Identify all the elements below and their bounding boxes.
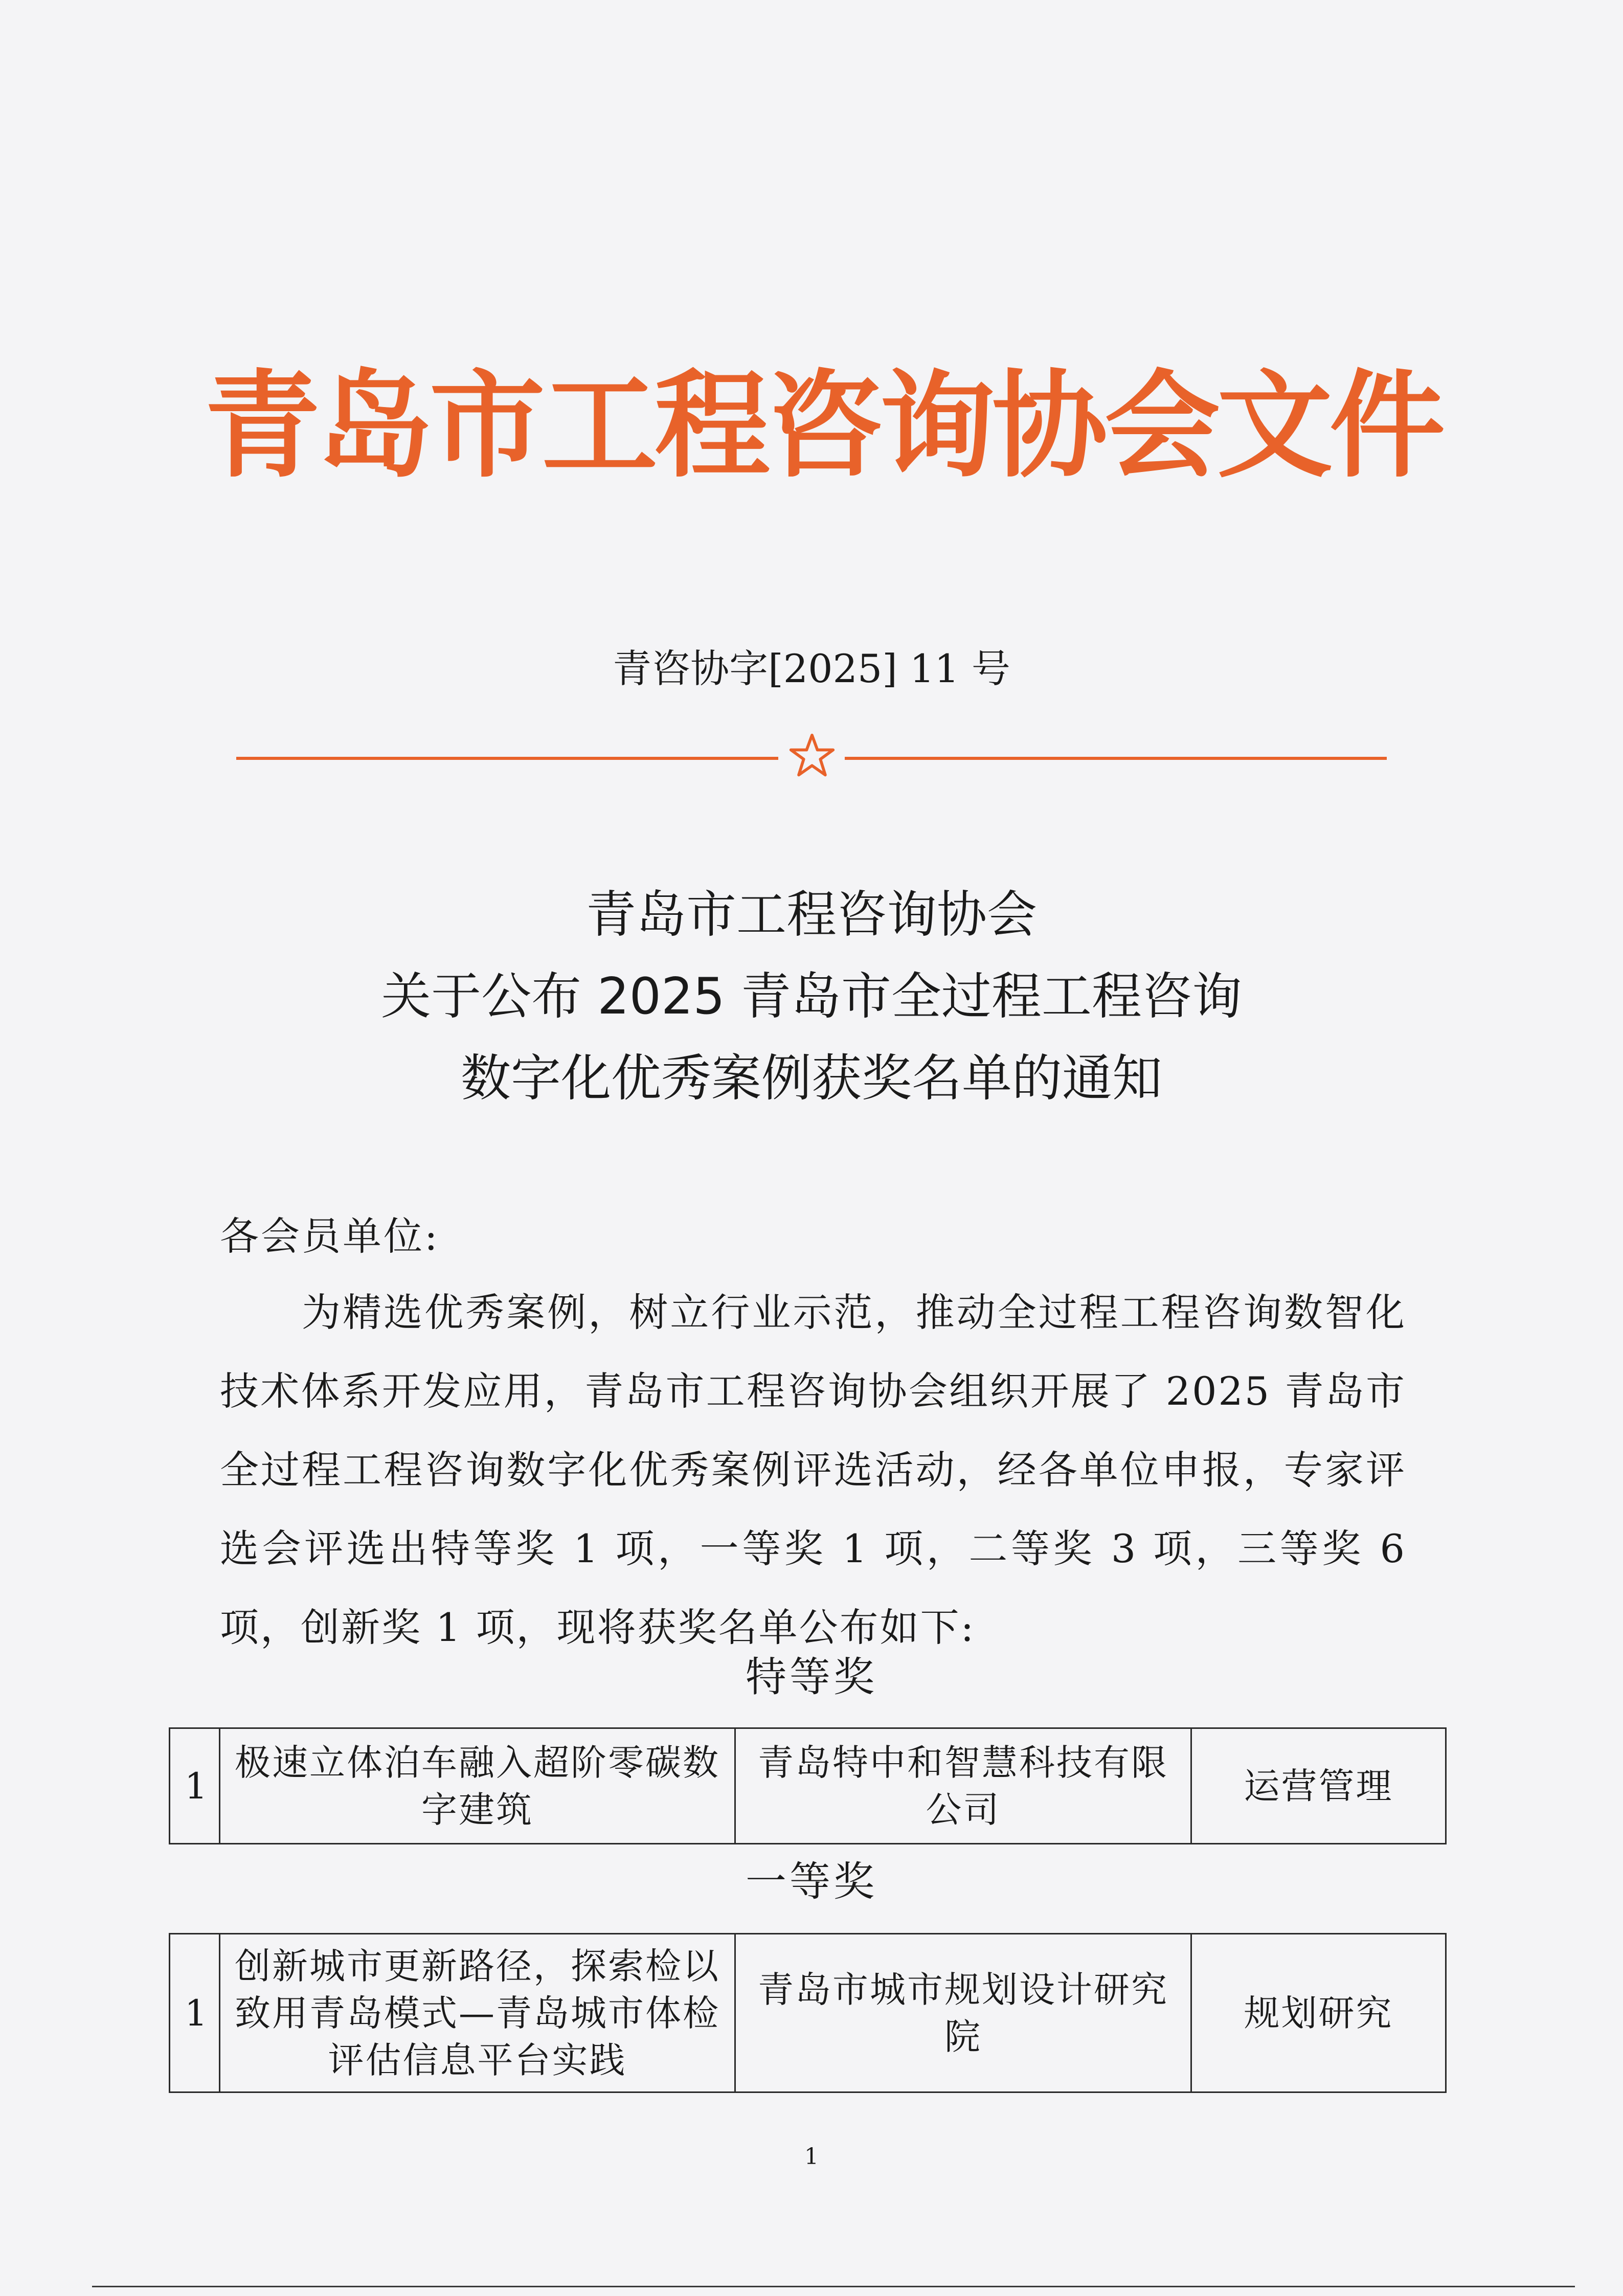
row-number: 1 <box>170 1934 220 2092</box>
notice-title-line-1: 青岛市工程咨询协会 <box>585 886 1037 944</box>
case-name: 极速立体泊车融入超阶零碳数字建筑 <box>220 1728 735 1844</box>
salutation: 各会员单位: <box>220 1213 440 1259</box>
row-number: 1 <box>170 1728 220 1844</box>
special-award-heading: 特等奖 <box>746 1653 877 1701</box>
first-award-table <box>169 1933 1447 2093</box>
org-masthead-title: 青岛市工程咨询协会文件 <box>205 358 1442 493</box>
bottom-rule <box>92 2286 1575 2287</box>
notice-title-line-2: 关于公布 2025 青岛市全过程工程咨询 <box>381 967 1242 1026</box>
body-paragraph: 为精选优秀案例，树立行业示范，推动全过程工程咨询数智化技术体系开发应用，青岛市工程咨询协会组织开展了 2025 青岛市全过程工程咨询数字化优秀案例评选活动，经各单位申报，专家评选会评选出特等奖 1 项，一等奖 1 项，二等奖 3 项，三等奖 6 项，创新奖 1 项，现将获奖名单公布如下: <box>220 1290 1406 1650</box>
star-icon <box>787 731 837 780</box>
table-row <box>170 1934 1446 2092</box>
document-number: 青咨协字[2025] 11 号 <box>613 646 1010 691</box>
header-divider-right <box>845 757 1387 760</box>
case-category: 运营管理 <box>1191 1728 1446 1844</box>
notice-title-line-3: 数字化优秀案例获奖名单的通知 <box>460 1049 1162 1108</box>
first-award-heading: 一等奖 <box>746 1858 877 1905</box>
header-divider-left <box>236 757 778 760</box>
case-name: 创新城市更新路径，探索检以致用青岛模式—青岛城市体检评估信息平台实践 <box>220 1934 735 2092</box>
unit-name: 青岛市城市规划设计研究院 <box>735 1934 1191 2092</box>
special-award-table <box>169 1727 1447 1844</box>
table-row <box>170 1728 1446 1844</box>
unit-name: 青岛特中和智慧科技有限公司 <box>735 1728 1191 1844</box>
case-category: 规划研究 <box>1191 1934 1446 2092</box>
page-number: 1 <box>804 2144 819 2170</box>
